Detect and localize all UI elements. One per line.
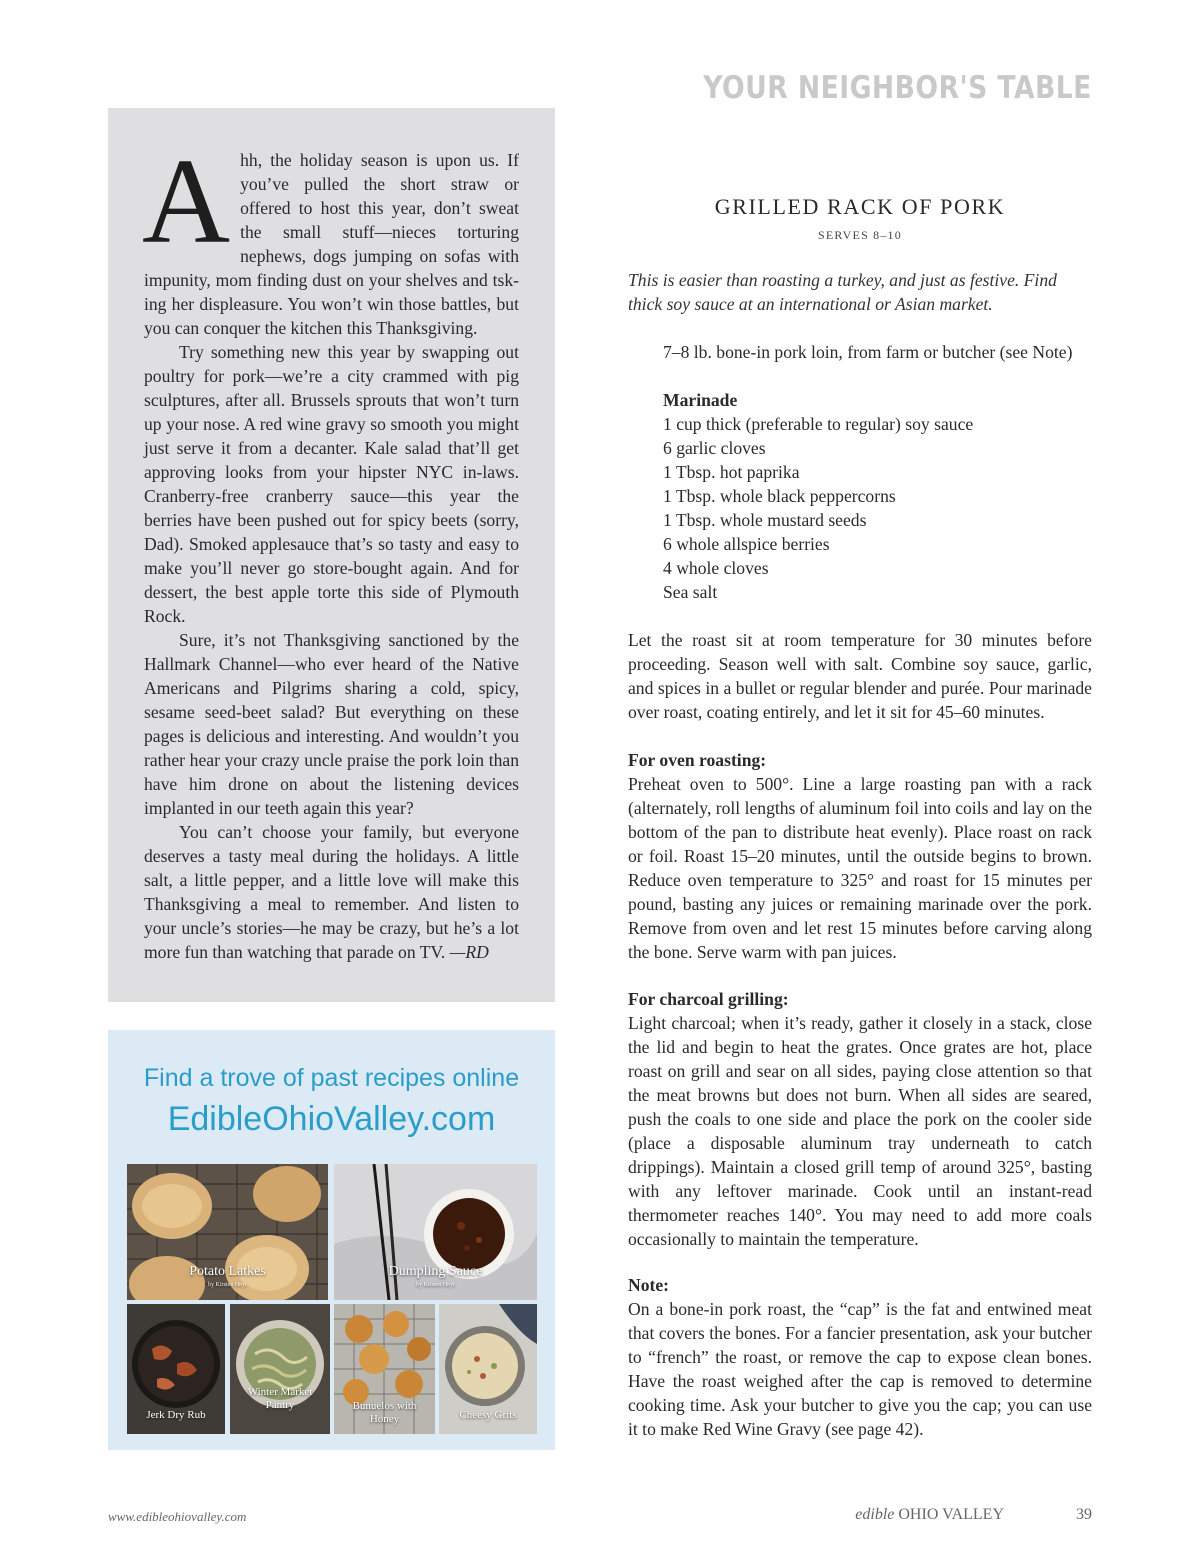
intro-paragraph-4: You can’t choose your family, but everyone deserves a tasty meal during the holidays. A little salt, a little pepper, and a little love will make this Thanksgiving a meal to remember. And listen to your uncle’s stories—he may be crazy, but he’s a lot more fun than watching that parade on TV. —RD [144,822,519,962]
tile-label: Winter Market Pantry [247,1386,313,1411]
oven-heading: For oven roasting: [628,750,767,770]
marinade-heading: Marinade [663,390,738,410]
tile-dumpling-sauce[interactable] [334,1164,537,1300]
note-section [628,1273,1092,1441]
footer-url[interactable]: www.edibleohiovalley.com [108,1509,247,1524]
intro-paragraph-1: Ahh, the holiday season is upon us. If you’ve pulled the short straw or offered to host this year, don’t sweat the small stuff—nieces torturing nephews, dogs jumping on sofas with impunity, mom finding dust on your shelves and tsk-ing her displeasure. You won’t win those battles, but you can conquer the kitchen this Thanksgiving. [142,134,519,338]
tile-jerk-dry-rub[interactable] [127,1304,225,1434]
grill-section [628,987,1092,1251]
grill-heading: For charcoal grilling: [628,989,789,1009]
tile-label: Jerk Dry Rub [146,1409,206,1421]
main-ingredient: 7–8 lb. bone-in pork loin, from farm or butcher (see Note) [663,342,1073,362]
ad-tagline: Find a trove of past recipes online [143,1064,520,1092]
footer-magazine-name: edible OHIO VALLEY [855,1506,1004,1523]
note-text: On a bone-in pork roast, the “cap” is the fat and entwined meat that covers the bones. For a fancier presentation, ask your butcher to “french” the roast, or remove the cap to expose clean bones. Have the roast weighed after the cap is removed to determine cooking time. Ask your butcher to give you the cap; you can use it to make Red Wine Gravy (see page 42). [628,1299,1092,1439]
intro-paragraph-3: Sure, it’s not Thanksgiving sanctioned by the Hallmark Channel—who ever heard of the Native Americans and Pilgrims sharing a cold, spicy, sesame seed-beet salad? But everything on these pages is delicious and interesting. And wouldn’t you rather hear your crazy uncle praise the pork loin than have him drone on about the listening devices implanted in our teeth again this year? [144,630,519,818]
tile-label: Cheesy Grits [459,1409,517,1421]
intro-sidebar [108,108,555,1002]
ingredient-item: 1 Tbsp. hot paprika [663,462,800,482]
recipe-intro: This is easier than roasting a turkey, and just as festive. Find thick soy sauce at an international or Asian market. [628,270,1057,314]
ingredient-item: 1 Tbsp. whole mustard seeds [663,510,867,530]
grill-instructions: Light charcoal; when it’s ready, gather it closely in a stack, close the lid and begin to heat the grates. Once grates are hot, place roast on grill and sear on all sides, paying close attention so that the meat browns but does not burn. When all sides are seared, push the coals to one side and place the pork on the cooler side (place a disposable aluminum tray underneath to catch drippings). Maintain a closed grill temp of around 325°, basting with any leftover marinade. Cook until an instant-read thermometer reaches 140°. You may need to add more coals occasionally to maintain the temperature. [628,1013,1092,1249]
tile-winter-market-pantry[interactable] [230,1304,330,1434]
tile-cheesy-grits[interactable] [439,1304,537,1434]
ingredient-item: 4 whole cloves [663,558,769,578]
drop-cap: A [142,134,231,269]
recipe-title: GRILLED RACK OF PORK [714,194,1006,219]
author-signature: —RD [449,942,489,962]
tile-label: Potato Latkes [189,1264,266,1279]
note-heading: Note: [628,1275,670,1295]
page-number: 39 [1076,1506,1092,1523]
recipes-ad[interactable] [108,1030,555,1450]
ingredient-item: 1 cup thick (preferable to regular) soy sauce [663,414,974,434]
intro-paragraph-2: Try something new this year by swapping out poultry for pork—we’re a city crammed with pig sculptures, after all. Brussels sprouts that won’t turn up your nose. A red wine gravy so smooth you might just serve it from a decanter. Kale salad that’ll get approving looks from your hipster NYC in-laws. Cranberry-free cranberry sauce—this year the berries have been pushed out for spicy beets (sorry, Dad). Smoked applesauce that’s so tasty and easy to make you’ll never go store-bought again. And for dessert, the best apple torte this side of Plymouth Rock. [144,342,519,626]
prep-instructions: Let the roast sit at room temperature for 30 minutes before proceeding. Season well with salt. Combine soy sauce, garlic, and spices in a bullet or regular blender and purée. Pour marinade over roast, coating entirely, and let it sit for 45–60 minutes. [628,630,1092,722]
intro-text [142,134,519,964]
ad-website-link[interactable]: EdibleOhioValley.com [167,1100,496,1138]
winter-pantry-photo [230,1304,330,1434]
recipe-serves: SERVES 8–10 [818,228,902,242]
ingredient-item: 1 Tbsp. whole black peppercorns [663,486,896,506]
section-header: YOUR NEIGHBOR'S TABLE [703,70,1092,106]
tile-label: Bunuelos with Honey [352,1400,417,1425]
oven-instructions: Preheat oven to 500°. Line a large roasting pan with a rack (alternately, roll lengths of aluminum foil into coils and lay on the bottom of the pan to distribute heat evenly). Place roast on rack or foil. Roast 15–20 minutes, until the outside begins to brown. Reduce oven temperature to 325° and roast for 15 minutes per pound, basting any juices or remaining marinade over the pork. Remove from oven and let rest 15 minutes before carving along the bone. Serve warm with pan juices. [628,774,1093,962]
tile-byline: by Kirsten Hoyt [208,1282,247,1288]
tile-bunuelos-with-honey[interactable] [334,1304,435,1434]
ingredient-item: Sea salt [663,582,718,602]
ingredients-list [663,340,1103,604]
ingredient-item: 6 whole allspice berries [663,534,830,554]
tile-potato-latkes[interactable] [127,1164,328,1300]
tile-label: Dumpling Sauce [388,1264,483,1279]
oven-section [628,748,1092,964]
ingredient-item: 6 garlic cloves [663,438,766,458]
tile-byline: by Kirsten Hoyt [416,1282,455,1288]
